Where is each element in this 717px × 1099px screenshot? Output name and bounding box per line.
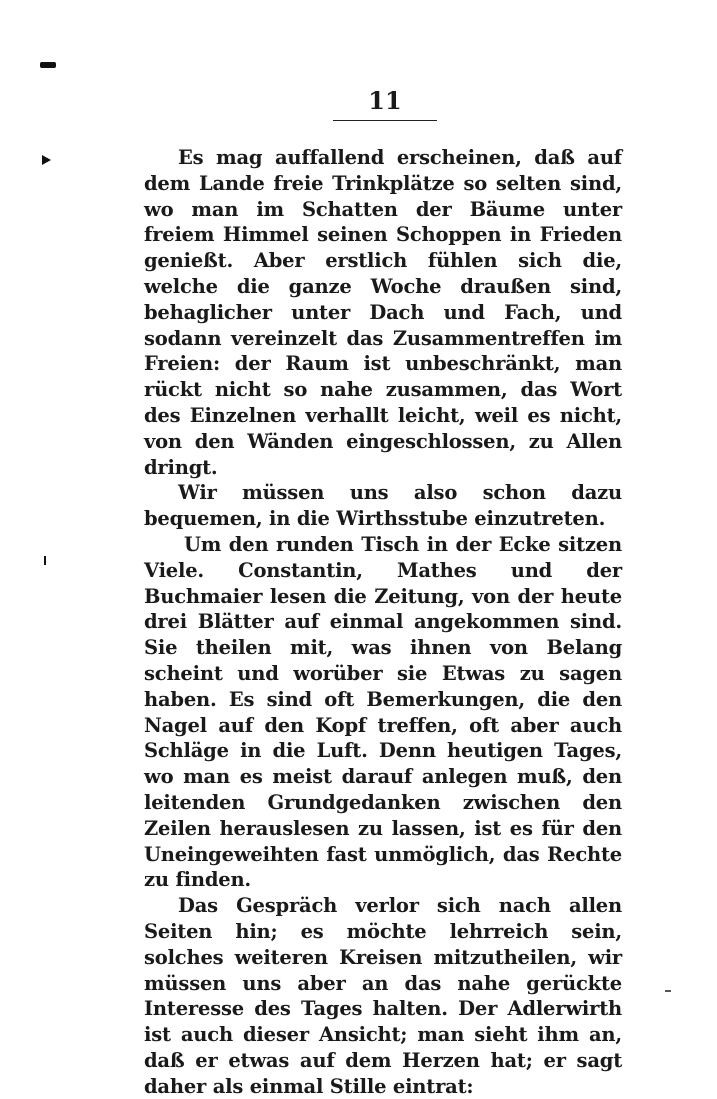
margin-mark xyxy=(40,62,56,68)
margin-mark xyxy=(44,556,46,565)
paragraph: Es mag auffallend erscheinen, daß auf dem Lande freie Trinkplätze so selten sind, wo man im Schatten der Bäume unter freiem Himmel seinen Schoppen in Frieden genießt. Aber erstlich fühlen sich die, welche die ganze Woche draußen sind, behaglicher unter Dach und Fach, und sodann vereinzelt das Zusammentreffen im Freien: der Raum ist unbeschränkt, man rückt nicht so nahe zusammen, das Wort des Einzelnen verhallt leicht, weil es nicht, von den Wänden eingeschlossen, zu Allen dringt. xyxy=(144,146,622,479)
paragraph: Das Gespräch verlor sich nach allen Seiten hin; es möchte lehrreich sein, solches weiteren Kreisen mitzutheilen, wir müssen uns aber an das nahe gerückte Interesse des Tages halten. Der Adlerwirth ist auch dieser Ansicht; man sieht ihm an, daß er etwas auf dem Herzen hat; er sagt daher als einmal Stille eintrat: xyxy=(144,894,622,1098)
paragraph: Um den runden Tisch in der Ecke sitzen Viele. Constantin, Mathes und der Buchmaier lesen die Zeitung, von der heute drei Blätter auf einmal angekommen sind. Sie theilen mit, was ihnen von Belang scheint und worüber sie Etwas zu sagen haben. Es sind oft Bemerkungen, die den Nagel auf den Kopf treffen, oft aber auch Schläge in die Luft. Denn heutigen Tages, wo man es meist darauf anlegen muß, den leitenden Grundgedanken zwischen den Zeilen herauslesen zu lassen, ist es für den Uneingeweihten fast unmöglich, das Rechte zu finden. xyxy=(144,532,622,892)
margin-mark xyxy=(42,155,51,165)
margin-mark xyxy=(665,990,671,992)
page-number-rule xyxy=(333,120,437,121)
page-number: 11 xyxy=(368,86,402,115)
body-text xyxy=(144,145,622,1099)
paragraph: Wir müssen uns also schon dazu bequemen, in die Wirthsstube einzutreten. xyxy=(144,481,622,531)
